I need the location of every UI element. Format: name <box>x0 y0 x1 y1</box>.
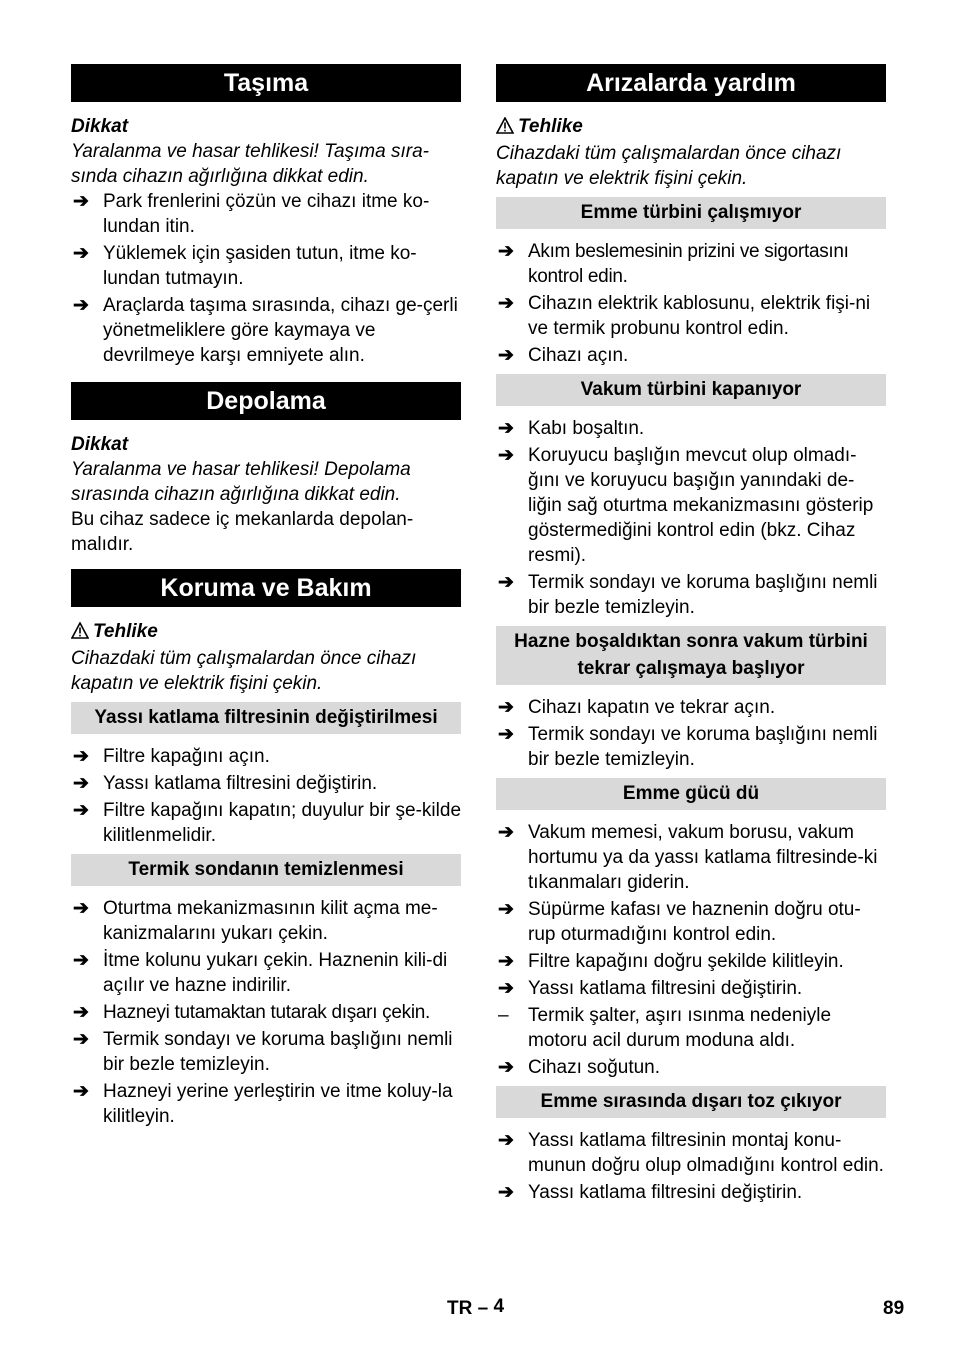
arrow-right-icon: ➔ <box>498 724 514 745</box>
list-item: ➔ Cihazı açın. <box>498 345 629 366</box>
list-item: ➔ Yassı katlama filtresinin montaj konu-munun doğru olup olmadığını kontrol edin. <box>498 1130 884 1176</box>
subheading-filter-change: Yassı katlama filtresinin değiştirilmesi <box>71 702 461 734</box>
danger-text: Cihazdaki tüm çalışmalardan önce cihazı kapatın ve elektrik fişini çekin. <box>71 648 417 694</box>
arrow-right-icon: ➔ <box>73 898 89 919</box>
arrow-right-icon: ➔ <box>498 345 514 366</box>
heading-koruma: Koruma ve Bakım <box>71 569 461 607</box>
step-list <box>496 695 886 772</box>
list-item: ➔ İtme kolunu yukarı çekin. Haznenin kili-di açılır ve hazne indirilir. <box>73 950 448 996</box>
list-item: ➔ Yassı katlama filtresini değiştirin. <box>73 773 378 794</box>
subheading-suction-power: Emme gücü dü <box>496 778 886 810</box>
arrow-right-icon: ➔ <box>498 1130 514 1151</box>
list-item: ➔ Termik sondayı ve koruma başlığını nemli bir bezle temizleyin. <box>498 572 878 618</box>
arrow-right-icon: ➔ <box>73 773 89 794</box>
notice-text: Yaralanma ve hasar tehlikesi! Depolama sırasında cihazın ağırlığına dikkat edin. <box>71 459 411 505</box>
dash-marker: – <box>498 1005 509 1026</box>
step-list <box>496 239 886 368</box>
list-item: ➔ Cihazı soğutun. <box>498 1057 661 1078</box>
arrow-right-icon: ➔ <box>498 1182 514 1203</box>
arrow-right-icon: ➔ <box>498 572 514 593</box>
list-item: ➔ Filtre kapağını açın. <box>73 746 270 767</box>
arrow-right-icon: ➔ <box>73 295 89 316</box>
arrow-right-icon: ➔ <box>73 191 89 212</box>
arrow-right-icon: ➔ <box>73 1002 89 1023</box>
arrow-right-icon: ➔ <box>498 899 514 920</box>
arrow-right-icon: ➔ <box>498 418 514 439</box>
arrow-right-icon: ➔ <box>498 951 514 972</box>
arrow-right-icon: ➔ <box>498 822 514 843</box>
list-item: ➔ Akım beslemesinin prizini ve sigortasını kontrol edin. <box>498 241 849 287</box>
list-item: ➔ Cihazın elektrik kablosunu, elektrik fişi-ni ve termik probunu kontrol edin. <box>498 293 871 339</box>
arrow-right-icon: ➔ <box>498 445 514 466</box>
list-item: – Termik şalter, aşırı ısınma nedeniyle motoru acil durum moduna aldı. <box>498 1005 832 1051</box>
subheading-turbine-not-running: Emme türbini çalışmıyor <box>496 197 886 229</box>
storage-text: Bu cihaz sadece iç mekanlarda depolan-malıdır. <box>71 509 414 555</box>
arrow-right-icon: ➔ <box>498 1057 514 1078</box>
left-column <box>71 64 461 1131</box>
arrow-right-icon: ➔ <box>73 1029 89 1050</box>
notice-label: Dikkat <box>71 434 129 455</box>
right-column <box>496 64 886 1207</box>
warning-triangle-icon <box>71 621 93 646</box>
step-list <box>496 416 886 620</box>
list-item: ➔ Cihazı kapatın ve tekrar açın. <box>498 697 776 718</box>
danger-label: Tehlike <box>71 619 461 646</box>
list-item: ➔ Hazneyi yerine yerleştirin ve itme koluy-la kilitleyin. <box>73 1081 453 1127</box>
subheading-turbine-shuts-off: Vakum türbini kapanıyor <box>496 374 886 406</box>
list-item: ➔ Kabı boşaltın. <box>498 418 645 439</box>
danger-label: Tehlike <box>496 114 886 141</box>
notice-label: Dikkat <box>71 116 129 137</box>
step-list <box>71 744 461 848</box>
step-list <box>71 189 461 368</box>
notice-text: Yaralanma ve hasar tehlikesi! Taşıma sıra-sında cihazın ağırlığına dikkat edin. <box>71 141 429 187</box>
list-item: ➔ Vakum memesi, vakum borusu, vakum hortumu ya da yassı katlama filtresinde-ki tıkanmaları giderin. <box>498 822 878 893</box>
heading-tasima: Taşıma <box>71 64 461 102</box>
list-item: ➔ Yassı katlama filtresini değiştirin. <box>498 978 803 999</box>
arrow-right-icon: ➔ <box>73 950 89 971</box>
danger-text: Cihazdaki tüm çalışmalardan önce cihazı kapatın ve elektrik fişini çekin. <box>496 143 842 189</box>
list-item: ➔ Termik sondayı ve koruma başlığını nemli bir bezle temizleyin. <box>498 724 878 770</box>
footer-section-label: TR – 4 <box>447 1296 505 1319</box>
list-item: ➔ Süpürme kafası ve haznenin doğru otu-rup oturmadığını kontrol edin. <box>498 899 861 945</box>
subheading-dust-escapes: Emme sırasında dışarı toz çıkıyor <box>496 1086 886 1118</box>
list-item: ➔ Koruyucu başlığın mevcut olup olmadı-ğını ve koruyucu başığın yanındaki de-liğin sağ oturtma mekanizmasını gösterip göstermediğini kontrol edin (bkz. Cihaz resmi). <box>498 445 874 566</box>
list-item: ➔ Filtre kapağını doğru şekilde kilitleyin. <box>498 951 844 972</box>
list-item: ➔ Termik sondayı ve koruma başlığını nemli bir bezle temizleyin. <box>73 1029 453 1075</box>
arrow-right-icon: ➔ <box>73 800 89 821</box>
list-item: ➔ Yassı katlama filtresini değiştirin. <box>498 1182 803 1203</box>
arrow-right-icon: ➔ <box>73 1081 89 1102</box>
page-number: 89 <box>883 1298 905 1319</box>
heading-troubleshooting: Arızalarda yardım <box>496 64 886 102</box>
heading-depolama: Depolama <box>71 382 461 420</box>
list-item: ➔ Yüklemek için şasiden tutun, itme ko-lundan tutmayın. <box>73 243 417 289</box>
warning-triangle-icon <box>496 116 518 141</box>
arrow-right-icon: ➔ <box>498 241 514 262</box>
step-list <box>496 820 886 1080</box>
subheading-turbine-restarts: Hazne boşaldıktan sonra vakum türbini tekrar çalışmaya başlıyor <box>496 626 886 685</box>
arrow-right-icon: ➔ <box>73 746 89 767</box>
subheading-probe-cleaning: Termik sondanın temizlenmesi <box>71 854 461 886</box>
arrow-right-icon: ➔ <box>73 243 89 264</box>
list-item: ➔ Oturtma mekanizmasının kilit açma me-kanizmalarını yukarı çekin. <box>73 898 438 944</box>
step-list <box>71 896 461 1129</box>
list-item: ➔ Filtre kapağını kapatın; duyulur bir şe-kilde kilitlenmelidir. <box>73 800 462 846</box>
arrow-right-icon: ➔ <box>498 293 514 314</box>
list-item: ➔ Hazneyi tutamaktan tutarak dışarı çekin. <box>73 1002 430 1023</box>
arrow-right-icon: ➔ <box>498 697 514 718</box>
arrow-right-icon: ➔ <box>498 978 514 999</box>
step-list <box>496 1128 886 1205</box>
list-item: ➔ Park frenlerini çözün ve cihazı itme ko-lundan itin. <box>73 191 430 237</box>
list-item: ➔ Araçlarda taşıma sırasında, cihazı ge-çerli yönetmeliklere göre kaymaya ve devrilmeye karşı emniyete alın. <box>73 295 458 366</box>
